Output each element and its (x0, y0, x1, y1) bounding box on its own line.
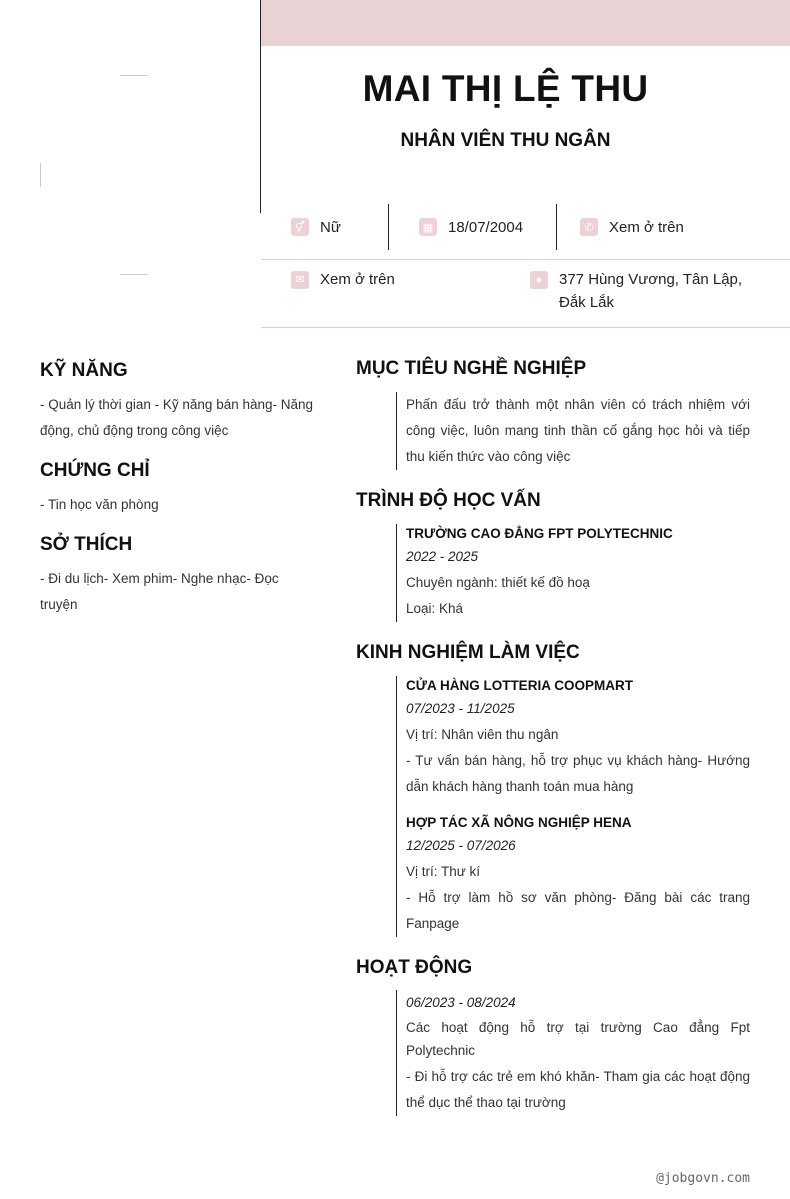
left-column (40, 360, 315, 634)
section-title: SỞ THÍCH (40, 534, 133, 555)
address-value: 377 Hùng Vương, Tân Lập, Đắk Lắk (559, 271, 743, 311)
education-section (356, 490, 750, 622)
certificates-text: - Tin học văn phòng (40, 497, 159, 512)
gender-value: Nữ (320, 218, 341, 236)
header-accent-band (261, 0, 790, 46)
company-name: HỢP TÁC XÃ NÔNG NGHIỆP HENA (406, 815, 632, 830)
experience-dates: 12/2025 - 07/2026 (406, 838, 516, 853)
hobbies-text: - Đi du lịch- Xem phim- Nghe nhạc- Đọc truyện (40, 571, 279, 612)
section-title: KINH NGHIỆM LÀM VIỆC (356, 642, 580, 663)
birthdate-value: 18/07/2004 (448, 218, 524, 236)
divider (388, 204, 389, 250)
phone-value: Xem ở trên (609, 218, 684, 236)
activity-dates: 06/2023 - 08/2024 (406, 995, 516, 1010)
objective-text: Phấn đấu trở thành một nhân viên có trách nhiệm với công việc, luôn mang tinh thần cố gắng học hỏi và tiếp thu kiến thức vào công việc (406, 397, 750, 464)
experience-position: Vị trí: Nhân viên thu ngân (406, 727, 559, 742)
company-name: CỬA HÀNG LOTTERIA COOPMART (406, 678, 633, 693)
section-title: TRÌNH ĐỘ HỌC VẤN (356, 490, 541, 511)
location-pin-icon: ● (530, 271, 548, 289)
email-value: Xem ở trên (320, 271, 395, 288)
divider (261, 327, 790, 328)
gender-item (291, 204, 341, 250)
phone-icon: ✆ (580, 218, 598, 236)
section-title: MỤC TIÊU NGHỀ NGHIỆP (356, 358, 587, 379)
section-title: KỸ NĂNG (40, 360, 128, 381)
email-item (291, 268, 511, 291)
hobbies-section (40, 534, 315, 618)
skills-section (40, 360, 315, 444)
section-title: HOẠT ĐỘNG (356, 957, 473, 978)
watermark: @jobgovn.com (656, 1171, 750, 1186)
address-item (530, 268, 760, 314)
experience-description: - Tư vấn bán hàng, hỗ trợ phục vụ khách hàng- Hướng dẫn khách hàng thanh toán mua hàng (406, 753, 750, 794)
experience-dates: 07/2023 - 11/2025 (406, 701, 515, 716)
activity-description: - Đi hỗ trợ các trẻ em khó khăn- Tham gia các hoạt động thể dục thể thao tại trường (406, 1069, 750, 1110)
education-body (396, 524, 750, 622)
education-grade: Loại: Khá (406, 601, 464, 616)
experience-position: Vị trí: Thư kí (406, 864, 481, 879)
experience-description: - Hỗ trợ làm hồ sơ văn phòng- Đăng bài các trang Fanpage (406, 890, 750, 931)
right-column (356, 358, 750, 1136)
candidate-name: MAI THỊ LỆ THU (362, 68, 649, 109)
divider (556, 204, 557, 250)
education-dates: 2022 - 2025 (406, 549, 479, 564)
contact-row-2 (261, 268, 790, 324)
contact-row-1 (261, 204, 790, 250)
gender-icon: ⚥ (291, 218, 309, 236)
education-major: Chuyên ngành: thiết kế đồ hoạ (406, 575, 590, 590)
school-name: TRƯỜNG CAO ĐẲNG FPT POLYTECHNIC (406, 526, 673, 541)
calendar-icon: ▦ (419, 218, 437, 236)
objective-body (396, 392, 750, 470)
phone-item (580, 204, 684, 250)
activities-body (396, 990, 750, 1116)
birthdate-item (419, 204, 523, 250)
avatar (40, 75, 230, 275)
experience-body (396, 676, 750, 937)
mail-icon: ✉ (291, 271, 309, 289)
skills-text: - Quản lý thời gian - Kỹ năng bán hàng- Năng động, chủ động trong công việc (40, 397, 314, 438)
divider (261, 259, 790, 260)
activities-section (356, 957, 750, 1116)
experience-section (356, 642, 750, 937)
experience-entry (406, 676, 750, 800)
certificates-section (40, 460, 315, 518)
job-title: NHÂN VIÊN THU NGÂN (400, 130, 611, 151)
objective-section (356, 358, 750, 470)
experience-entry (406, 813, 750, 937)
activity-summary: Các hoạt động hỗ trợ tại trường Cao đẳng Fpt Polytechnic (406, 1020, 750, 1058)
section-title: CHỨNG CHỈ (40, 460, 150, 481)
